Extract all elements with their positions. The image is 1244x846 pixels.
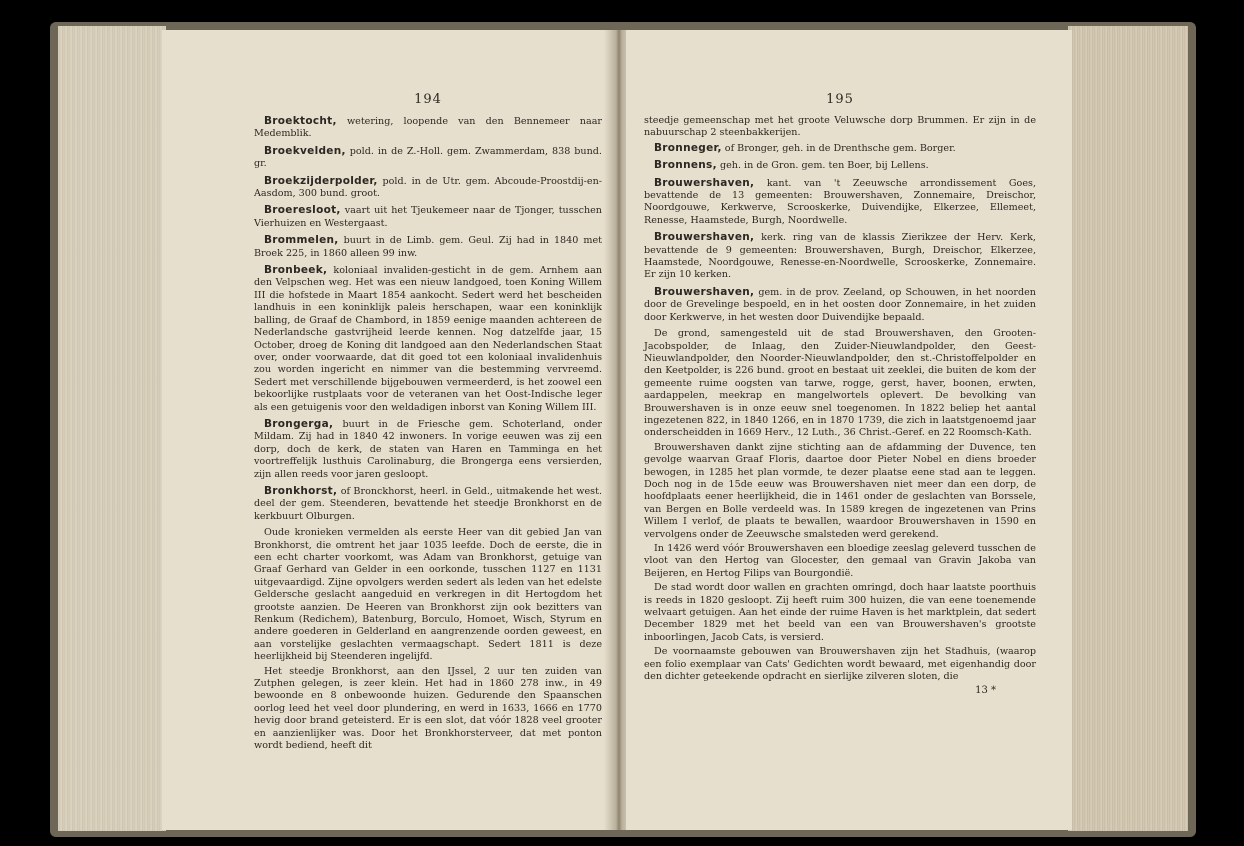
dictionary-entry [254, 115, 602, 141]
signature-mark: 13 * [975, 685, 996, 697]
entry-headword: Brommelen, [264, 234, 339, 247]
entry-headword: Brongerga, [264, 417, 334, 430]
entry-headword: Bronneger, [654, 141, 722, 154]
body-paragraph: De voornaamste gebouwen van Brouwershaven zijn het Stadhuis, (waarop een folio exemplaar van Cats' Gedichten wordt bewaard, met eigenhandig door den dichter geteekende opdracht en sierlijke zilveren sloten, die [644, 646, 1036, 683]
dictionary-entry [644, 177, 1036, 228]
entry-body: kant. van 't Zeeuwsche arrondissement Goes, bevattende de 13 gemeenten: Brouwershaven, Zonnemaire, Dreischor, Noordgouwe, Kerkwerve, Scrooskerke, Duivendijke, Elkerzee, Ellemeet, Renesse, Haamstede, Burgh, Noordwelle. [644, 177, 1036, 226]
body-paragraph: Het steedje Bronkhorst, aan den IJssel, 2 uur ten zuiden van Zutphen gelegen, is zeer klein. Het had in 1860 278 inw., in 49 bewoonde en 8 onbewoonde huizen. Gedurende den Spaanschen oorlog leed het veel door plundering, en werd in 1633, 1666 en 1770 hevig door brand geteisterd. Er is een slot, dat vóór 1828 veel grooter en aanzienlijker was. Door het Bronkhorsterveer, dat met ponton wordt bediend, heeft dit [254, 665, 602, 752]
entry-body: buurt in de Limb. gem. Geul. Zij had in 1840 met Broek 225, in 1860 alleen 99 inw. [254, 235, 603, 259]
right-page [626, 30, 1072, 830]
entry-headword: Broeresloot, [264, 204, 341, 217]
left-page [162, 30, 614, 830]
dictionary-entry [254, 264, 602, 414]
body-paragraph: Brouwershaven dankt zijne stichting aan de afdamming der Duvence, ten gevolge waarvan Graaf Floris, daartoe door Pieter Nobel en diens broeder bewogen, in 1285 het plan vormde, te dezer plaatse eene stad aan te leggen. Doch nog in de 15de eeuw was Brouwershaven niet meer dan een dorp, de hoofdplaats eener heerlijkheid, die in 1461 onder de geslachten van Borssele, van Bergen en Bolle verdeeld was. In 1589 kregen de ingezetenen van Prins Willem I verlof, de plaats te bewallen, waardoor Brouwershaven in 1590 en vervolgens onder de Zeeuwsche smalsteden werd gerekend. [644, 441, 1036, 540]
continuation-text: steedje gemeenschap met het groote Veluwsche dorp Brummen. Er zijn in de nabuurschap 2 steenbakkerijen. [644, 115, 1036, 139]
left-entries [254, 115, 602, 523]
dictionary-entry [254, 175, 602, 201]
dictionary-entry [644, 159, 1036, 172]
dictionary-entry [254, 418, 602, 481]
entry-headword: Brouwershaven, [654, 176, 755, 189]
page-number-right: 195 [826, 92, 854, 107]
left-paragraphs [254, 527, 602, 752]
entry-body: of Bronckhorst, heerl. in Geld., uitmakende het west. deel der gem. Steenderen, bevattende het steedje Bronkhorst en de kerkbuurt Olburgen. [254, 485, 602, 522]
entry-headword: Broekvelden, [264, 144, 346, 157]
right-entries [644, 142, 1036, 324]
dictionary-entry [254, 234, 602, 260]
entry-body: pold. in de Z.-Holl. gem. Zwammerdam, 838 bund. gr. [254, 145, 602, 170]
entry-headword: Brouwershaven, [654, 231, 755, 244]
entry-headword: Brouwershaven, [654, 285, 755, 298]
dictionary-entry [644, 286, 1036, 324]
entry-body: of Bronger, geh. in de Drenthsche gem. Borger. [724, 142, 956, 154]
page-number-left: 194 [414, 92, 442, 107]
entry-body: geh. in de Gron. gem. ten Boer, bij Lellens. [719, 160, 929, 172]
entry-body: gem. in de prov. Zeeland, op Schouwen, in het noorden door de Grevelinge bespoeld, en in het oosten door Zonnemaire, in het zuiden door Kerkwerve, in het westen door Duivendijke bepaald. [644, 286, 1036, 323]
body-paragraph: De stad wordt door wallen en grachten omringd, doch haar laatste poorthuis is reeds in 1820 gesloopt. Zij heeft ruim 300 huizen, die van eene toenemende welvaart getuigen. Aan het einde der ruime Haven is het marktplein, dat sedert December 1829 met het beeld van een van Brouwershaven's grootste inboorlingen, Jacob Cats, is versierd. [644, 582, 1036, 643]
body-paragraph: De grond, samengesteld uit de stad Brouwershaven, den Grooten-Jacobspolder, de Inlaag, den Zuider-Nieuwlandpolder, den Geest-Nieuwlandpolder, den Noorder-Nieuwlandpolder, den st.-Christoffelpolder en den Keetpolder, is 226 bund. groot en bestaat uit zeeklei, die buiten de kom der gemeente ruime oogsten van tarwe, rogge, gerst, haver, boonen, erwten, aardappelen, meekrap en mangelwortels oplevert. De bevolking van Brouwershaven is in onze eeuw snel toegenomen. In 1822 beliep het aantal ingezetenen 822, in 1840 1266, en in 1870 1739, die zich in laatstgenoemd jaar onderscheidden in 1669 Herv., 12 Luth., 36 Christ.-Geref. en 22 Roomsch-Kath. [644, 328, 1036, 439]
page-edges-right [1068, 26, 1188, 831]
dictionary-entry [254, 145, 602, 171]
dictionary-entry [644, 142, 1036, 155]
entry-body: pold. in de Utr. gem. Abcoude-Proostdij-en-Aasdom, 300 bund. groot. [254, 175, 602, 200]
entry-body: koloniaal invaliden-gesticht in de gem. Arnhem aan den Velpschen weg. Het was een nieuw landgoed, toen Koning Willem III die hofstede in Maart 1854 aankocht. Sedert werd het bescheiden landhuis in een koninklijk paleis herschapen, waar een koninklijk balling, de Graaf de Chambord, in 1859 eenige maanden achtereen de Nederlandsche gastvrijheid leerde kennen. Nog datzelfde jaar, 15 October, droeg de Koning dit landgoed aan den Nederlandschen Staat over, onder voorwaarde, dat dit goed tot een koloniaal invalidenhuis zou worden ingericht en nimmer van die bestemming vervreemd. Sedert met verschillende bijgebouwen vermeerderd, is het zoowel een bekoorlijke rustplaats voor de veteranen van het Oost-Indische leger als een getuigenis voor den weldadigen inborst van Koning Willem III. [254, 265, 602, 413]
entry-headword: Broekzijderpolder, [264, 174, 378, 187]
body-paragraph: In 1426 werd vóór Brouwershaven een bloedige zeeslag geleverd tusschen de vloot van den Hertog van Glocester, den gemaal van Gravin Jakoba van Beijeren, en Hertog Filips van Bourgondië. [644, 543, 1036, 579]
dictionary-entry [254, 204, 602, 230]
entry-body: kerk. ring van de klassis Zierikzee der Herv. Kerk, bevattende de 9 gemeenten: Brouwershaven, Burgh, Dreischor, Elkerzee, Haamstede, Noordgouwe, Renesse-en-Noordwelle, Scrooskerke, Zonnemaire. Er zijn 10 kerken. [644, 232, 1036, 281]
body-paragraph: Oude kronieken vermelden als eerste Heer van dit gebied Jan van Bronkhorst, die omtrent het jaar 1035 leefde. Doch de eerste, die in een echt charter voorkomt, was Adam van Bronkhorst, getuige van Graaf Gerhard van Gelder in een oorkonde, tusschen 1127 en 1131 uitgevaardigd. Zijne opvolgers werden sedert als leden van het edelste Geldersche geslacht aangeduid en verkregen in dit Hertogdom het grootste aanzien. De Heeren van Bronkhorst zijn ook bezitters van Renkum (Redichem), Batenburg, Borculo, Homoet, Wisch, Styrum en andere goederen in Gelderland en aangrenzende oorden geweest, en aan vorstelijke geslachten vermaagschapt. Sedert 1811 is deze heerlijkheid bij Steenderen ingelijfd. [254, 527, 602, 663]
page-edges-left [58, 26, 166, 831]
entry-headword: Broektocht, [264, 115, 337, 127]
dictionary-entry [254, 485, 602, 523]
right-paragraphs [644, 328, 1036, 683]
dictionary-entry [644, 231, 1036, 282]
entry-headword: Bronkhorst, [264, 484, 338, 497]
entry-headword: Bronnens, [654, 159, 717, 172]
entry-body: vaart uit het Tjeukemeer naar de Tjonger, tusschen Vierhuizen en Westergaast. [254, 205, 602, 229]
entry-body: wetering, loopende van den Bennemeer naar Medemblik. [254, 116, 603, 140]
entry-body: buurt in de Friesche gem. Schoterland, onder Mildam. Zij had in 1840 42 inwoners. In vorige eeuwen was zij een dorp, doch de kerk, de staten van Haren en Tamminga en het voortreffelijk lusthuis Carolinaburg, die Brongerga eens versierden, zijn allen reeds voor jaren gesloopt. [254, 418, 602, 480]
entry-headword: Bronbeek, [264, 264, 328, 277]
